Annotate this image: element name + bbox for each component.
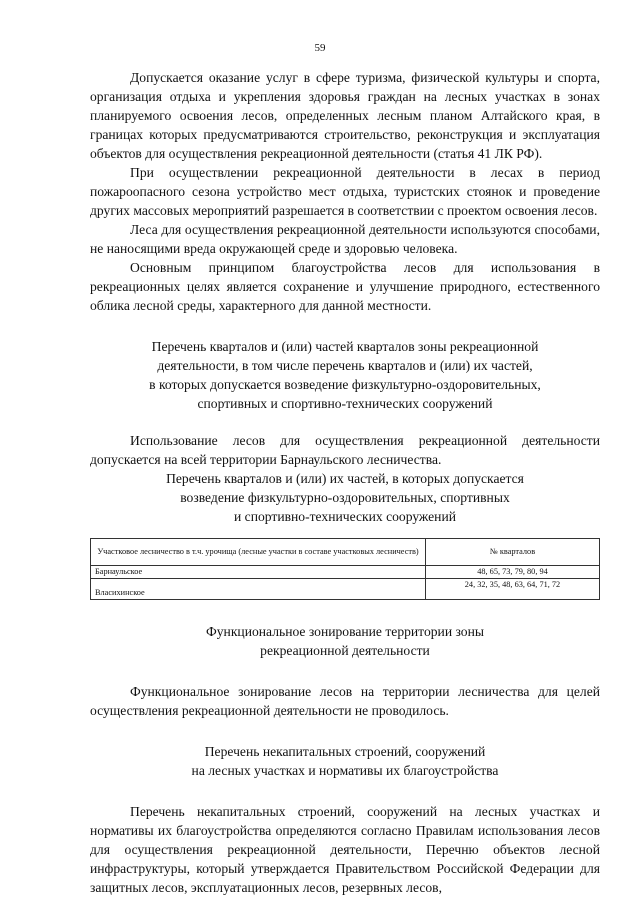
heading-functional-zoning (90, 622, 600, 660)
paragraph-zoning-not-done: Функциональное зонирование лесов на территории лесничества для целей осуществления рекреационной деятельности не проводилось. (90, 684, 600, 718)
quarters-table (90, 538, 600, 600)
heading-line: спортивных и спортивно-технических сооружений (197, 396, 493, 411)
forestry-name-cell: Барнаульское (91, 566, 426, 579)
column-header-forestry: Участковое лесничество в т.ч. урочища (лесные участки в составе участковых лесничеств) (91, 539, 426, 566)
heading-line: Функциональное зонирование территории зоны (206, 624, 484, 639)
paragraph-usage-methods: Леса для осуществления рекреационной деятельности используются способами, не наносящими вреда окружающей среде и здоровью человека. (90, 222, 600, 256)
heading-quarters-list (90, 337, 600, 413)
paragraph-improvement-principle: Основным принципом благоустройства лесов для использования в рекреационных целях является сохранение и улучшение природного, естественного облика лесной среды, характерного для данной местности. (90, 260, 600, 313)
heading-line: рекреационной деятельности (260, 643, 430, 658)
heading-line: возведение физкультурно-оздоровительных, спортивных (180, 490, 510, 505)
table-row (91, 579, 600, 600)
heading-line: Перечень некапитальных строений, сооружений (204, 744, 486, 759)
heading-sports-facilities (90, 469, 600, 526)
table-header-row (91, 539, 600, 566)
page-number: 59 (314, 42, 326, 54)
document-body (90, 68, 600, 897)
heading-line: и спортивно-технических сооружений (233, 509, 457, 524)
quarters-cell: 48, 65, 73, 79, 80, 94 (426, 566, 600, 579)
heading-temporary-structures (90, 742, 600, 780)
heading-line: Перечень кварталов и (или) их частей, в которых допускается (166, 471, 524, 486)
heading-line: в которых допускается возведение физкультурно-оздоровительных, (149, 377, 541, 392)
table-row (91, 566, 600, 579)
paragraph-structures-norms: Перечень некапитальных строений, сооружений на лесных участках и нормативы их благоустройства определяются согласно Правилам использования лесов для осуществления рекреационной деятельности, Перечню объектов лесной инфраструктуры, который утверждается Правительством Российской Федерации для защитных лесов, эксплуатационных лесов, резервных лесов, (90, 804, 600, 895)
quarters-cell: 24, 32, 35, 48, 63, 64, 71, 72 (426, 579, 600, 600)
heading-line: Перечень кварталов и (или) частей кварталов зоны рекреационной (151, 339, 539, 354)
heading-line: деятельности, в том числе перечень кварталов и (или) их частей, (157, 358, 533, 373)
paragraph-whole-territory: Использование лесов для осуществления рекреационной деятельности допускается на всей территории Барнаульского лесничества. (90, 433, 600, 467)
paragraph-fire-season: При осуществлении рекреационной деятельности в лесах в период пожароопасного сезона устройство мест отдыха, туристских стоянок и проведение других массовых мероприятий разрешается в соответствии с проектом освоения лесов. (90, 165, 600, 218)
column-header-quarters: № кварталов (426, 539, 600, 566)
heading-line: на лесных участках и нормативы их благоустройства (191, 763, 499, 778)
paragraph-recreation-services: Допускается оказание услуг в сфере туризма, физической культуры и спорта, организация отдыха и укрепления здоровья граждан на лесных участках в зонах планируемого освоения лесов, определенных лесным планом Алтайского края, в границах которых предусматриваются строительство, реконструкция и эксплуатация объектов для осуществления рекреационной деятельности (статья 41 ЛК РФ). (90, 70, 600, 161)
forestry-name-cell: Власихинское (91, 579, 426, 600)
